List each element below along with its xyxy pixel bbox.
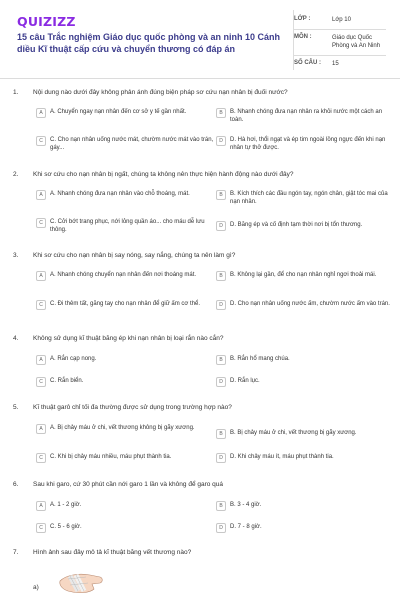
option-text: A. Nhanh chóng chuyển nạn nhân đến nơi thoáng mát. [50, 272, 197, 278]
option-text: A. Rắn cạp nong. [50, 356, 97, 362]
option-text: C. Cho nạn nhân uống nước mát, chườm nước mát vào trán, gáy... [50, 137, 214, 151]
option-letter: C [36, 377, 46, 387]
bandaged-hand-illustration [56, 567, 106, 597]
question-number: 7. [13, 549, 19, 556]
question-text: Hình ảnh sau đây mô tả kĩ thuật băng vết thương nào? [33, 549, 192, 556]
option-a[interactable] [36, 108, 214, 118]
info-label: LỚP : [294, 16, 311, 22]
option-a[interactable] [36, 424, 214, 434]
option-c[interactable] [36, 136, 214, 152]
sub-label: a) [33, 584, 39, 591]
option-c[interactable] [36, 300, 214, 310]
info-label: SỐ CÂU : [294, 60, 321, 66]
option-letter: B [216, 355, 226, 365]
option-letter: B [216, 108, 226, 118]
option-c[interactable] [36, 218, 214, 234]
option-text: B. Bị chảy máu ở chi, vết thương bị gãy xương. [230, 430, 357, 436]
question-number: 2. [13, 171, 19, 178]
option-letter: B [216, 190, 226, 200]
option-letter: C [36, 218, 46, 228]
option-text: D. Khi chảy máu ít, máu phụt thành tia. [230, 454, 334, 460]
option-text: B. Nhanh chóng đưa nạn nhân ra khỏi nước một cách an toàn. [230, 109, 383, 123]
option-letter: A [36, 190, 46, 200]
info-value: 15 [332, 61, 339, 67]
info-label: MÔN : [294, 34, 312, 40]
option-text: C. Đi thêm tất, găng tay cho nạn nhân để giữ ấm cơ thể. [50, 301, 201, 307]
question-text: Khi sơ cứu cho nạn nhân bị say nóng, say nắng, chúng ta nên làm gì? [33, 252, 236, 259]
option-text: A. Chuyển ngay nạn nhân đến cơ sở y tế gần nhất. [50, 109, 187, 115]
option-b[interactable] [216, 355, 394, 365]
option-letter: B [216, 501, 226, 511]
option-b[interactable] [216, 429, 394, 439]
option-letter: A [36, 108, 46, 118]
option-c[interactable] [36, 523, 214, 533]
option-text: D. Rắn lục. [230, 378, 260, 384]
option-a[interactable] [36, 190, 214, 200]
question-number: 1. [13, 89, 19, 96]
info-row-subject [294, 30, 386, 56]
info-row-count [294, 56, 386, 73]
option-letter: D [216, 377, 226, 387]
question-number: 4. [13, 335, 19, 342]
option-text: D. Băng ép và cố định tạm thời nơi bị tổn thương. [230, 222, 363, 228]
option-text: C. Cởi bớt trang phục, nới lỏng quần áo... cho máu dễ lưu thông. [50, 219, 205, 233]
option-b[interactable] [216, 190, 394, 206]
option-letter: D [216, 300, 226, 310]
option-text: D. Cho nạn nhân uống nước ấm, chườm nước ấm vào trán. [230, 301, 390, 307]
option-letter: C [36, 523, 46, 533]
option-text: B. Rắn hổ mang chúa. [230, 356, 290, 362]
option-b[interactable] [216, 271, 394, 281]
option-text: C. 5 - 6 giờ. [50, 524, 82, 530]
quizizz-logo: QUIZIZZ [17, 14, 76, 29]
option-c[interactable] [36, 453, 214, 463]
option-text: B. Kích thích các đầu ngón tay, ngón chân, giật tóc mai của nạn nhân. [230, 191, 388, 205]
option-b[interactable] [216, 108, 394, 124]
option-d[interactable] [216, 221, 394, 231]
option-text: A. Bị chảy máu ở chi, vết thương không bị gãy xương. [50, 425, 195, 431]
option-d[interactable] [216, 523, 394, 533]
option-c[interactable] [36, 377, 214, 387]
option-letter: A [36, 501, 46, 511]
option-d[interactable] [216, 377, 394, 387]
option-letter: D [216, 523, 226, 533]
question-text: Nội dung nào dưới đây không phản ánh đúng biện pháp sơ cứu nạn nhân bị đuối nước? [33, 89, 288, 96]
document-header [0, 0, 400, 78]
option-text: D. 7 - 8 giờ. [230, 524, 262, 530]
option-text: B. Không lại gần, để cho nạn nhân nghỉ ngơi thoải mái. [230, 272, 377, 278]
option-d[interactable] [216, 453, 394, 463]
option-text: C. Khi bị chảy máu nhiều, máu phụt thành tia. [50, 454, 172, 460]
question-text: Khi sơ cứu cho nạn nhân bị ngất, chúng ta không nên thực hiện hành động nào dưới đây? [33, 171, 294, 178]
option-letter: A [36, 271, 46, 281]
option-text: A. 1 - 2 giờ. [50, 502, 82, 508]
option-text: B. 3 - 4 giờ. [230, 502, 262, 508]
info-value: Giáo dục Quốc Phòng và An Ninh [332, 35, 381, 49]
option-a[interactable] [36, 271, 214, 281]
option-d[interactable] [216, 136, 394, 152]
question-text: Không sử dụng kĩ thuật băng ép khi nạn nhân bị loại rắn nào cắn? [33, 335, 224, 342]
option-letter: B [216, 429, 226, 439]
option-letter: D [216, 221, 226, 231]
option-text: C. Rắn biển. [50, 378, 84, 384]
option-d[interactable] [216, 300, 394, 310]
question-text: Sau khi garo, cứ 30 phút cần nới garo 1 lần và không để garo quá [33, 481, 224, 488]
question-number: 5. [13, 404, 19, 411]
question-number: 3. [13, 252, 19, 259]
option-letter: A [36, 424, 46, 434]
option-letter: C [36, 300, 46, 310]
page-title: 15 câu Trắc nghiệm Giáo dục quốc phòng và an ninh 10 Cánh diều Kĩ thuật cấp cứu và chuyển thương có đáp án [17, 32, 281, 54]
header-rule [0, 78, 400, 79]
option-letter: C [36, 136, 46, 146]
option-a[interactable] [36, 355, 214, 365]
option-text: A. Nhanh chóng đưa nạn nhân vào chỗ thoáng, mát. [50, 191, 190, 197]
question-number: 6. [13, 481, 19, 488]
option-a[interactable] [36, 501, 214, 511]
option-letter: D [216, 453, 226, 463]
option-letter: B [216, 271, 226, 281]
option-b[interactable] [216, 501, 394, 511]
info-value: Lớp 10 [332, 17, 351, 23]
option-letter: D [216, 136, 226, 146]
option-letter: C [36, 453, 46, 463]
option-text: D. Hà hơi, thổi ngạt và ép tim ngoài lồng ngực đến khi nạn nhân tự thở được. [230, 137, 386, 151]
option-letter: A [36, 355, 46, 365]
question-text: Kĩ thuật garô chỉ tối đa thường được sử dụng trong trường hợp nào? [33, 404, 232, 411]
info-row-class [294, 12, 386, 30]
info-panel [294, 12, 386, 73]
